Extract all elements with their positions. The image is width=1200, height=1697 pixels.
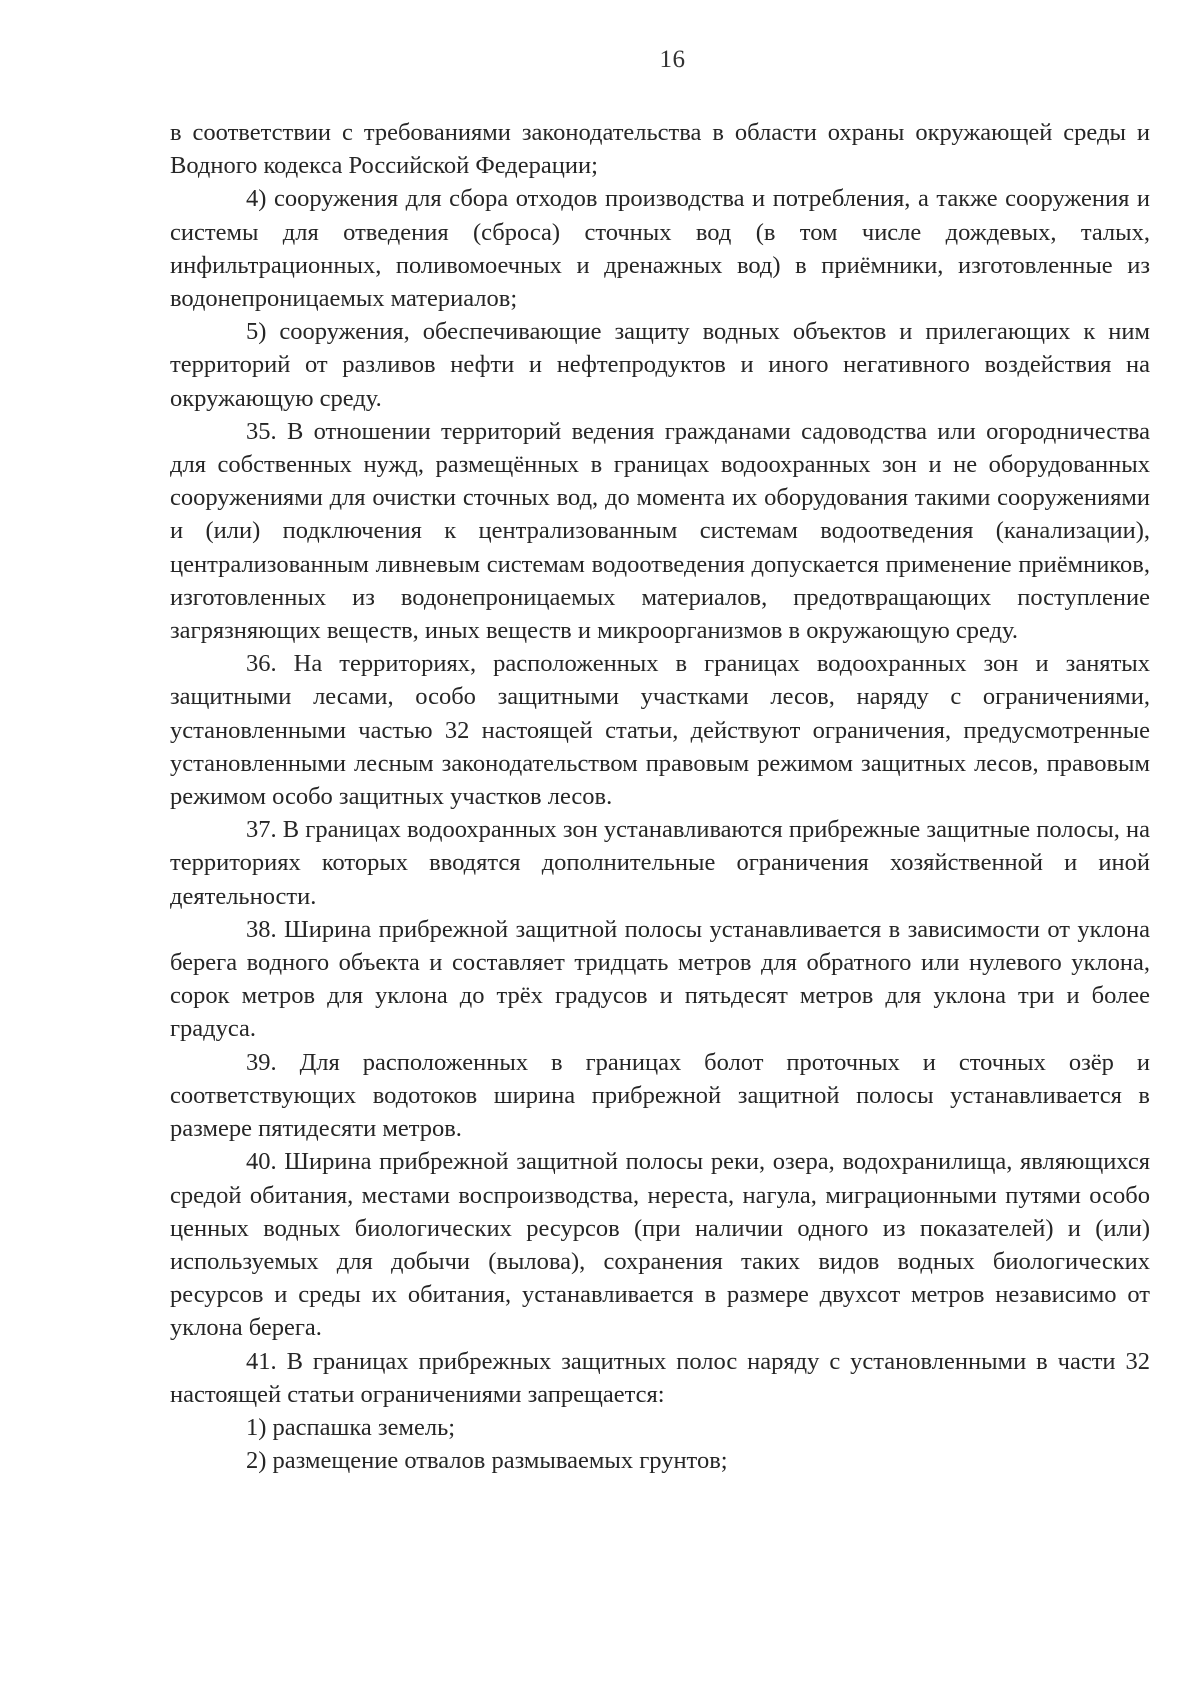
paragraph-37: 37. В границах водоохранных зон устанавливаются прибрежные защитные полосы, на территориях которых вводятся дополнительные ограничения хозяйственной и иной деятельности. <box>170 816 1150 910</box>
paragraph-41: 41. В границах прибрежных защитных полос наряду с установленными в части 32 настоящей статьи ограничениями запрещается: <box>170 1347 1150 1408</box>
paragraph-item-4: 4) сооружения для сбора отходов производства и потребления, а также сооружения и системы для отведения (сброса) сточных вод (в том числе дождевых, талых, инфильтрационных, поливомоечных и дренажных вод) в приёмники, изготовленные из водонепроницаемых материалов; <box>170 185 1150 313</box>
document-body <box>170 116 1150 1477</box>
paragraph-36: 36. На территориях, расположенных в границах водоохранных зон и занятых защитными лесами, особо защитными участками лесов, наряду с ограничениями, установленными частью 32 настоящей статьи, действуют ограничения, предусмотренные установленными лесным законодательством правовым режимом защитных лесов, правовым режимом особо защитных участков лесов. <box>170 650 1150 811</box>
list-item-1: 1) распашка земель; <box>246 1413 456 1441</box>
paragraph-continuation: в соответствии с требованиями законодательства в области охраны окружающей среды и Водного кодекса Российской Федерации; <box>170 119 1150 180</box>
paragraph-38: 38. Ширина прибрежной защитной полосы устанавливается в зависимости от уклона берега водного объекта и составляет тридцать метров для обратного или нулевого уклона, сорок метров для уклона до трёх градусов и пятьдесят метров для уклона три и более градуса. <box>170 915 1150 1043</box>
paragraph-39: 39. Для расположенных в границах болот проточных и сточных озёр и соответствующих водотоков ширина прибрежной защитной полосы устанавливается в размере пятидесяти метров. <box>170 1048 1150 1143</box>
list-item-2: 2) размещение отвалов размываемых грунтов; <box>246 1447 728 1475</box>
paragraph-40: 40. Ширина прибрежной защитной полосы реки, озера, водохранилища, являющихся средой обитания, местами воспроизводства, нереста, нагула, миграционными путями особо ценных водных биологических ресурсов (при наличии одного из показателей) и (или) используемых для добычи (вылова), сохранения таких видов водных биологических ресурсов и среды их обитания, устанавливается в размере двухсот метров независимо от уклона берега. <box>170 1148 1150 1342</box>
page-number: 16 <box>659 46 686 73</box>
paragraph-35: 35. В отношении территорий ведения гражданами садоводства или огородничества для собственных нужд, размещённых в границах водоохранных зон и не оборудованных сооружениями для очистки сточных вод, до момента их оборудования такими сооружениями и (или) подключения к централизованным системам водоотведения (канализации), централизованным ливневым системам водоотведения допускается применение приёмников, изготовленных из водонепроницаемых материалов, предотвращающих поступление загрязняющих веществ, иных веществ и микроорганизмов в окружающую среду. <box>170 417 1150 645</box>
paragraph-item-5: 5) сооружения, обеспечивающие защиту водных объектов и прилегающих к ним территорий от разливов нефти и нефтепродуктов и иного негативного воздействия на окружающую среду. <box>170 318 1150 412</box>
